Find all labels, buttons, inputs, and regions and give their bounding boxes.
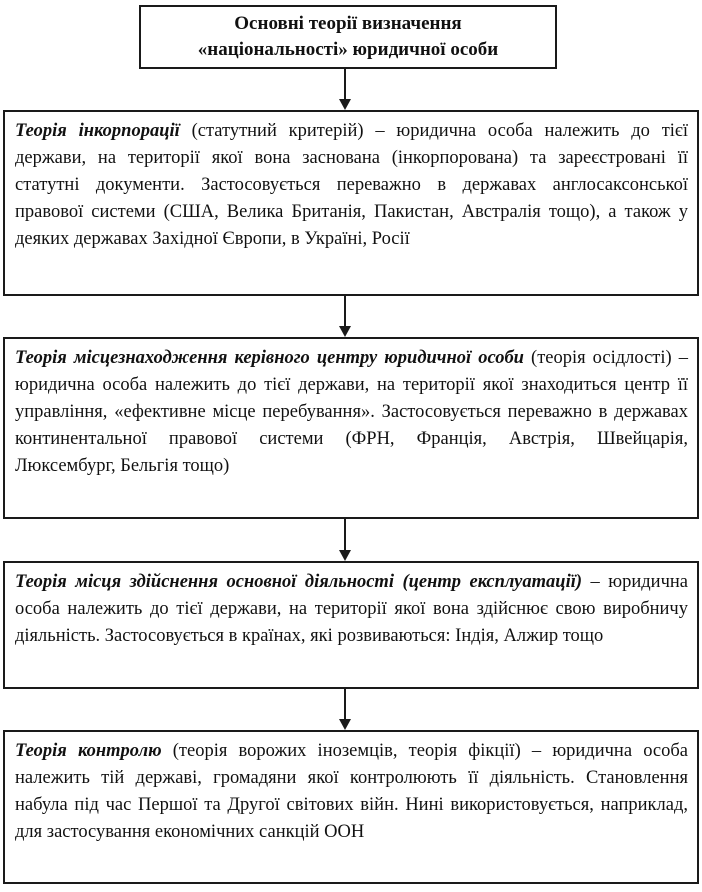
diagram-title-line-2: «національності» юридичної особи bbox=[197, 39, 499, 60]
arrow-down-3 bbox=[339, 519, 351, 561]
theory-name-main-activity: Теорія місця здійснення основної діяльності (центр експлуатації) bbox=[15, 572, 583, 592]
theory-name-incorporation: Теорія інкорпорації bbox=[15, 121, 180, 141]
theory-text-management-center: (теорія осідлості) – юридична особа належить до тієї держави, на території якої знаходиться центр її управління, «ефективне місце перебування». Застосовується переважно в державах континентальної правової системи (ФРН, Франція, Австрія, Швейцарія, Люксембург, Бельгія тощо) bbox=[15, 348, 688, 476]
diagram-title-line-1: Основні теорії визначення bbox=[234, 13, 462, 34]
theory-text-control: (теорія ворожих іноземців, теорія фікції) – юридична особа належить тій державі, громадяни якої контролюють її діяльність. Становлення набула під час Першої та Другої світових війн. Нині використовується, наприклад, для застосування економічних санкцій ООН bbox=[15, 741, 689, 842]
arrow-down-1 bbox=[339, 69, 351, 110]
diagram-title-box bbox=[139, 5, 557, 69]
theory-box-incorporation bbox=[3, 110, 699, 296]
theory-box-main-activity bbox=[3, 561, 699, 689]
arrow-down-4 bbox=[339, 689, 351, 730]
theory-box-control bbox=[3, 730, 699, 884]
arrow-down-2 bbox=[339, 296, 351, 337]
theory-text-main-activity: – юридична особа належить до тієї держави, на території якої вона здійснює свою виробничу діяльність. Застосовується в країнах, які розвиваються: Індія, Алжир тощо bbox=[15, 572, 689, 646]
theory-text-incorporation: (статутний критерій) – юридична особа належить до тієї держави, на території якої вона заснована (інкорпорована) та зареєстровані її статутні документи. Застосовується переважно в державах англосаксонської правової системи (США, Велика Британія, Пакистан, Австралія тощо), а також у деяких державах Західної Європи, в Україні, Росії bbox=[15, 121, 688, 249]
theory-name-control: Теорія контролю bbox=[15, 741, 162, 761]
theory-name-management-center: Теорія місцезнаходження керівного центру юридичної особи bbox=[15, 348, 524, 368]
theory-box-management-center bbox=[3, 337, 699, 519]
